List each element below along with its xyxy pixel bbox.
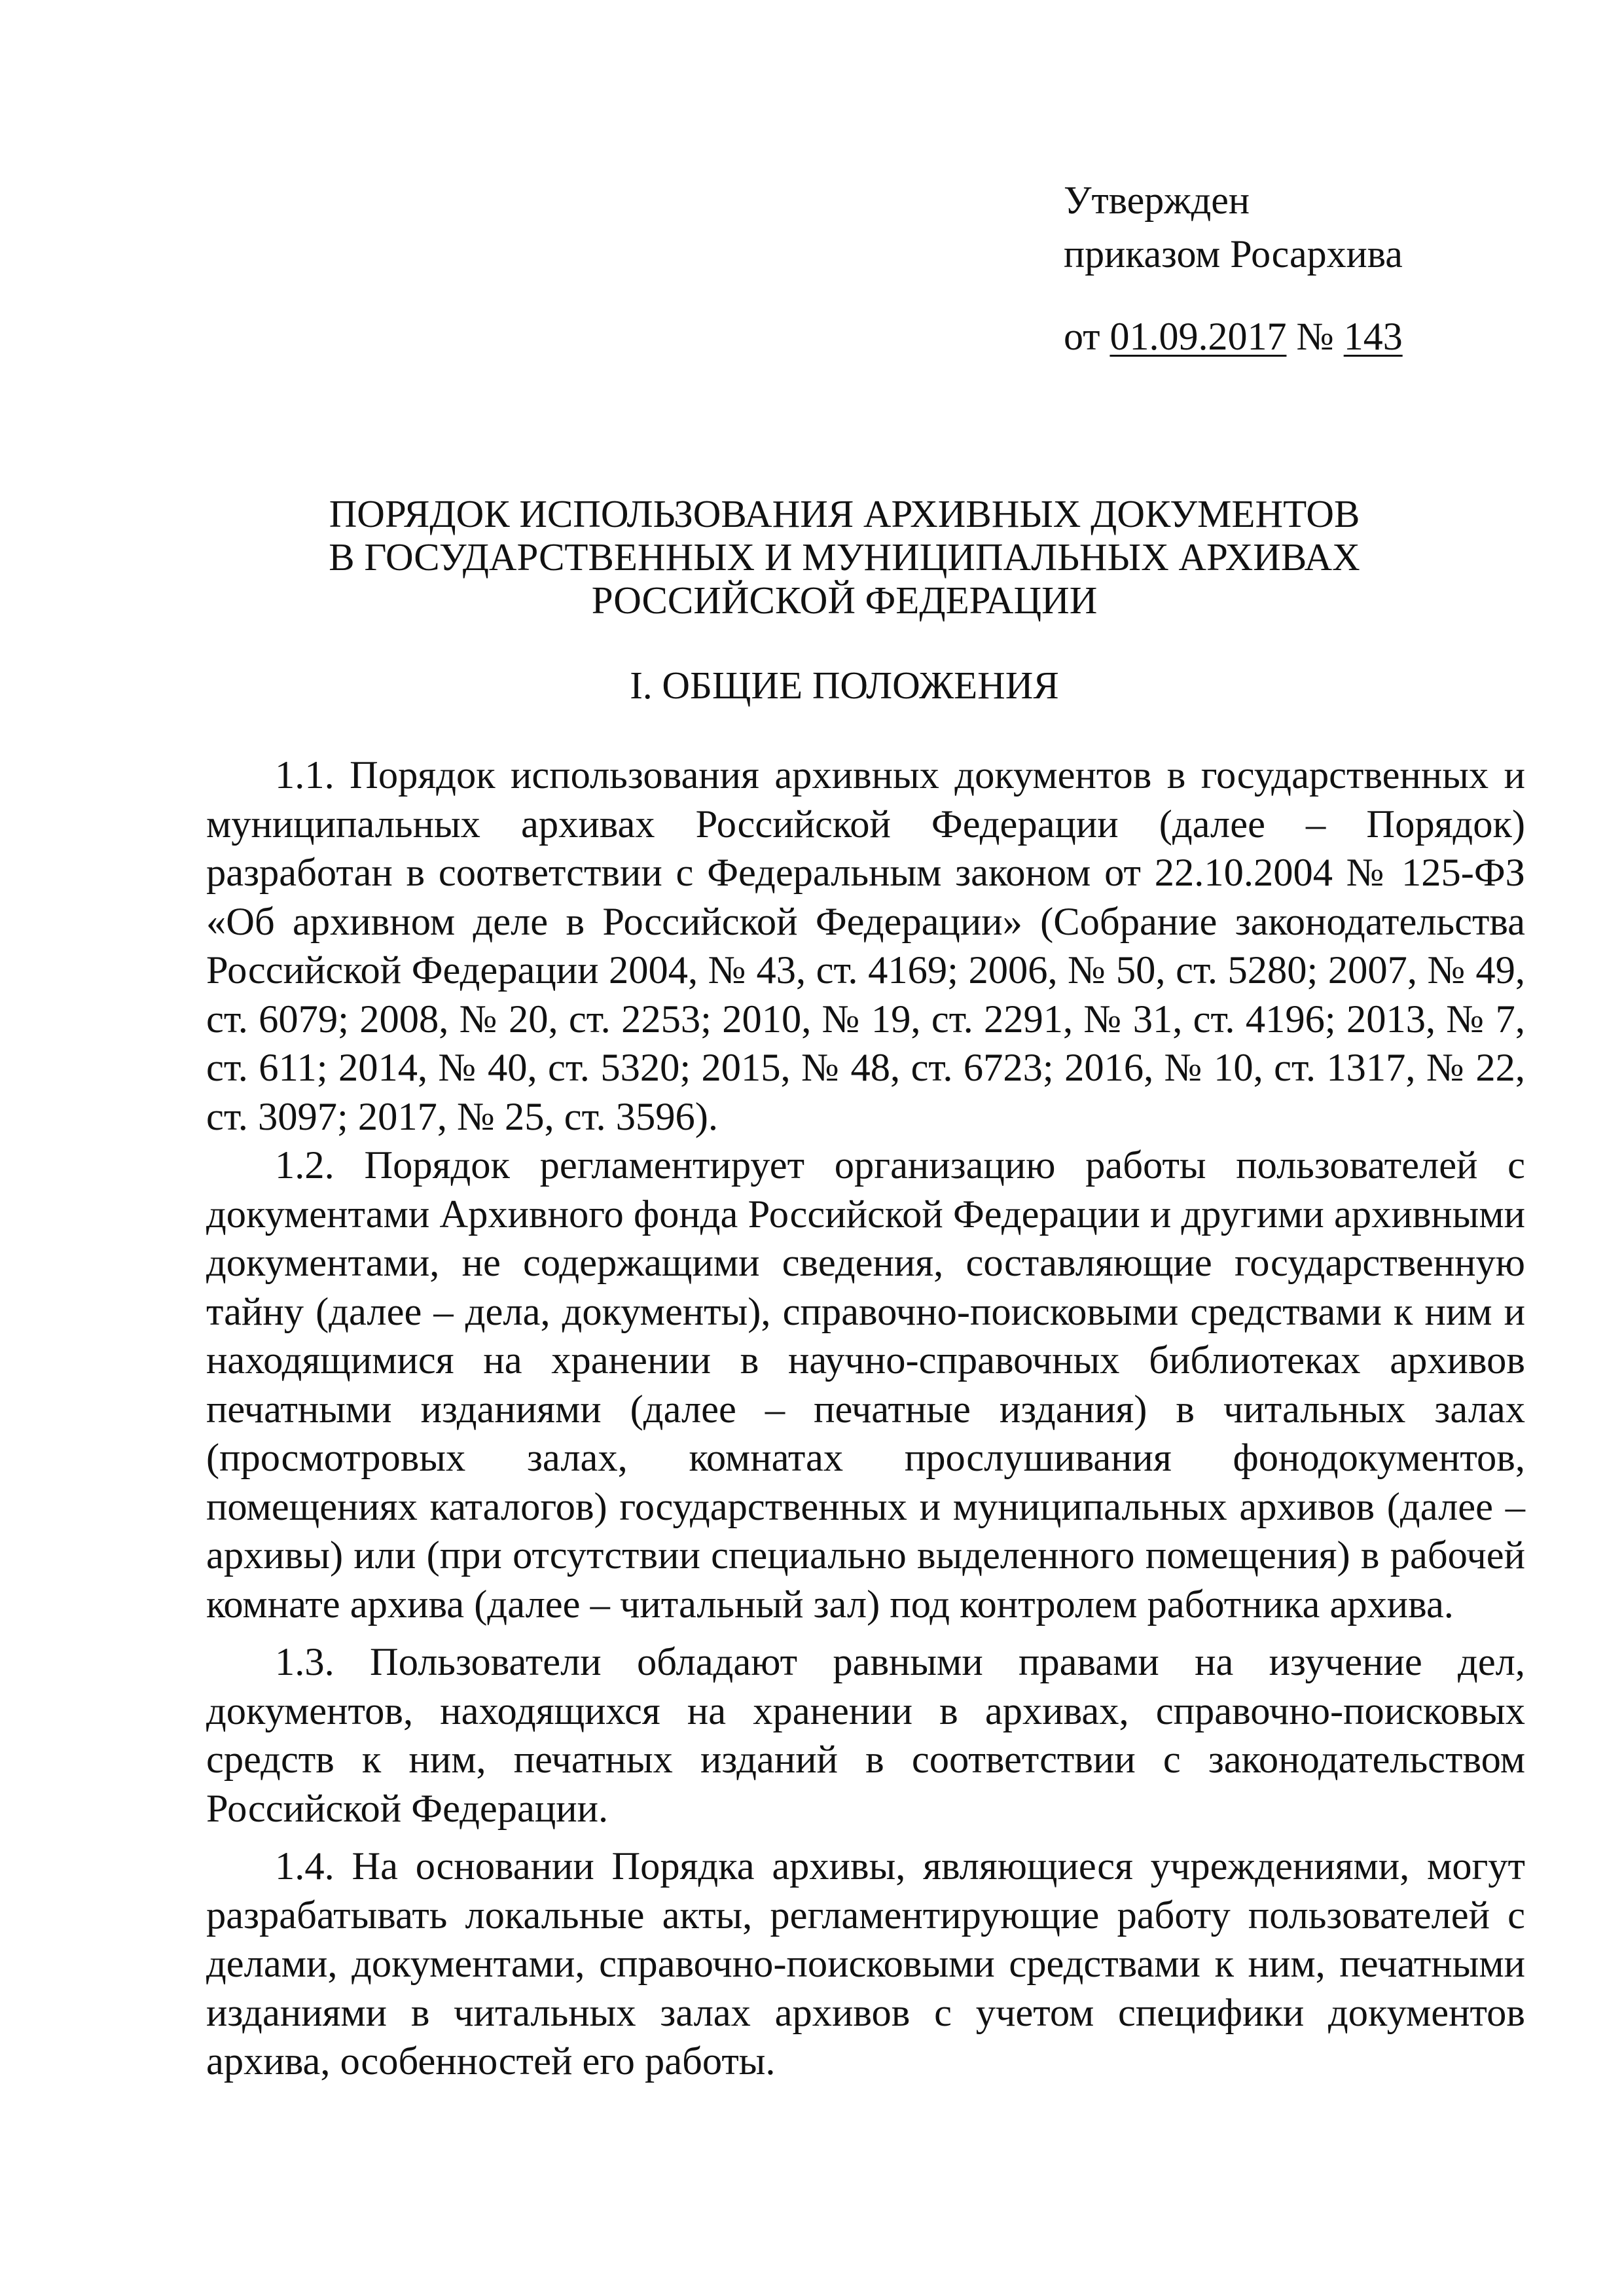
approval-block xyxy=(1064,173,1403,363)
document-body xyxy=(206,751,1525,2087)
approval-number-sign: № xyxy=(1286,315,1344,358)
approval-number: 143 xyxy=(1343,315,1403,358)
approval-date-prefix: от xyxy=(1064,315,1110,358)
title-line-2: В ГОСУДАРСТВЕННЫХ И МУНИЦИПАЛЬНЫХ АРХИВАХ xyxy=(329,535,1360,579)
paragraph-1-2: 1.2. Порядок регламентирует организацию работы пользователей с документами Архивного фонда Российской Федерации и другими архивными документами, не содержащими сведения, составляющие государственную тайну (далее – дела, документы), справочно-поисковыми средствами к ним и находящимися на хранении в научно-справочных библиотеках архивов печатными изданиями (далее – печатные издания) в читальных залах (просмотровых залах, комнатах прослушивания фонодокументов, помещениях каталогов) государственных и муниципальных архивов (далее – архивы) или (при отсутствии специально выделенного помещения) в рабочей комнате архива (далее – читальный зал) под контролем работника архива. xyxy=(206,1143,1525,1626)
title-line-3: РОССИЙСКОЙ ФЕДЕРАЦИИ xyxy=(591,579,1098,622)
approval-line-approved: Утвержден xyxy=(1064,179,1250,222)
title-line-1: ПОРЯДОК ИСПОЛЬЗОВАНИЯ АРХИВНЫХ ДОКУМЕНТОВ xyxy=(329,492,1360,535)
approval-line-order: приказом Росархива xyxy=(1064,232,1403,276)
paragraph-1-1: 1.1. Порядок использования архивных документов в государственных и муниципальных архивах Российской Федерации (далее – Порядок) разработан в соответствии с Федеральным законом от 22.10.2004 № 125-ФЗ «Об архивном деле в Российской Федерации» (Собрание законодательства Российской Федерации 2004, № 43, ст. 4169; 2006, № 50, ст. 5280; 2007, № 49, ст. 6079; 2008, № 20, ст. 2253; 2010, № 19, ст. 2291, № 31, ст. 4196; 2013, № 7, ст. 611; 2014, № 40, ст. 5320; 2015, № 48, ст. 6723; 2016, № 10, ст. 1317, № 22, ст. 3097; 2017, № 25, ст. 3596). xyxy=(206,753,1525,1139)
approval-date-line xyxy=(1064,310,1403,363)
document-title xyxy=(196,492,1492,622)
approval-date: 01.09.2017 xyxy=(1110,315,1287,358)
section-heading: I. ОБЩИЕ ПОЛОЖЕНИЯ xyxy=(630,664,1059,707)
paragraph-1-4: 1.4. На основании Порядка архивы, являющиеся учреждениями, могут разрабатывать локальные акты, регламентирующие работу пользователей с делами, документами, справочно-поисковыми средствами к ним, печатными изданиями в читальных залах архивов с учетом специфики документов архива, особенностей его работы. xyxy=(206,1844,1525,2083)
paragraph-1-3: 1.3. Пользователи обладают равными правами на изучение дел, документов, находящихся на хранении в архивах, справочно-поисковых средств к ним, печатных изданий в соответствии с законодательством Российской Федерации. xyxy=(206,1640,1525,1831)
